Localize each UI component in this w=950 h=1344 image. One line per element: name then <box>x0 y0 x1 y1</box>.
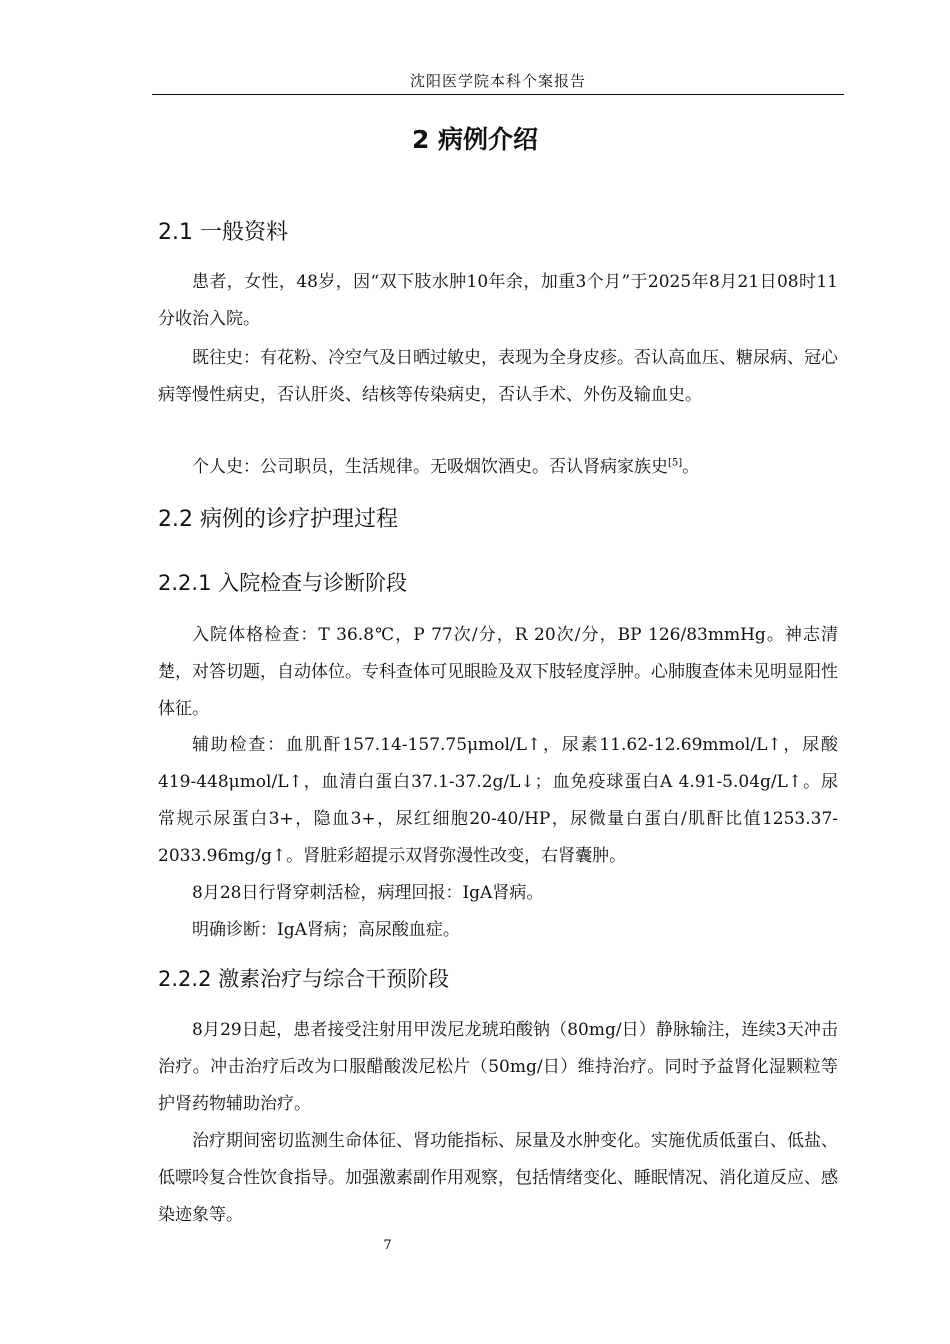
section-heading-2-2-2: 2.2.2 激素治疗与综合干预阶段 <box>158 967 450 991</box>
page-number: 7 <box>383 1238 392 1253</box>
paragraph-biopsy: 8月28日行肾穿刺活检，病理回报：IgA肾病。 <box>192 883 544 903</box>
paragraph-patient-info: 患者，女性，48岁，因“双下肢水肿10年余，加重3个月”于2025年8月21日08时11分收治入院。 <box>158 272 838 329</box>
paragraph-diagnosis: 明确诊断：IgA肾病；高尿酸血症。 <box>192 920 460 940</box>
chapter-title: 2 病例介绍 <box>411 125 539 154</box>
personal-history-text: 个人史：公司职员，生活规律。无吸烟饮酒史。否认肾病家族史 <box>192 457 668 477</box>
header-rule <box>152 94 844 95</box>
section-heading-2-1: 2.1 一般资料 <box>158 220 288 245</box>
personal-history-end: 。 <box>682 457 700 477</box>
section-heading-2-2: 2.2 病例的诊疗护理过程 <box>158 507 398 532</box>
paragraph-auxiliary-exam: 辅助检查：血肌酐157.14-157.75μmol/L↑，尿素11.62-12.69mmol/L↑，尿酸419-448μmol/L↑，血清白蛋白37.1-37.2g/L↓；血免疫球蛋白A 4.91-5.04g/L↑。尿常规示尿蛋白3+，隐血3+，尿红细胞20-40/HP，尿微量白蛋白/肌酐比值1253.37-2033.96mg/g↑。肾脏彩超提示双肾弥漫性改变，右肾囊肿。 <box>158 735 838 866</box>
paragraph-monitoring: 治疗期间密切监测生命体征、肾功能指标、尿量及水肿变化。实施优质低蛋白、低盐、低嘌呤复合性饮食指导。加强激素副作用观察，包括情绪变化、睡眠情况、消化道反应、感染迹象等。 <box>158 1131 838 1225</box>
paragraph-physical-exam: 入院体格检查：T 36.8℃，P 77次/分，R 20次/分，BP 126/83mmHg。神志清楚，对答切题，自动体位。专科查体可见眼睑及双下肢轻度浮肿。心肺腹查体未见明显阳性体征。 <box>158 625 838 719</box>
paragraph-past-history: 既往史：有花粉、冷空气及日晒过敏史，表现为全身皮疹。否认高血压、糖尿病、冠心病等慢性病史，否认肝炎、结核等传染病史，否认手术、外伤及输血史。 <box>158 348 838 405</box>
paragraph-steroid-therapy: 8月29日起，患者接受注射用甲泼尼龙琥珀酸钠（80mg/日）静脉输注，连续3天冲击治疗。冲击治疗后改为口服醋酸泼尼松片（50mg/日）维持治疗。同时予益肾化湿颗粒等护肾药物辅助治疗。 <box>158 1020 838 1114</box>
citation-ref: [5] <box>668 457 683 469</box>
paragraph-personal-history <box>158 449 838 486</box>
running-header: 沈阳医学院本科个案报告 <box>409 72 586 90</box>
section-heading-2-2-1: 2.2.1 入院检查与诊断阶段 <box>158 571 408 595</box>
